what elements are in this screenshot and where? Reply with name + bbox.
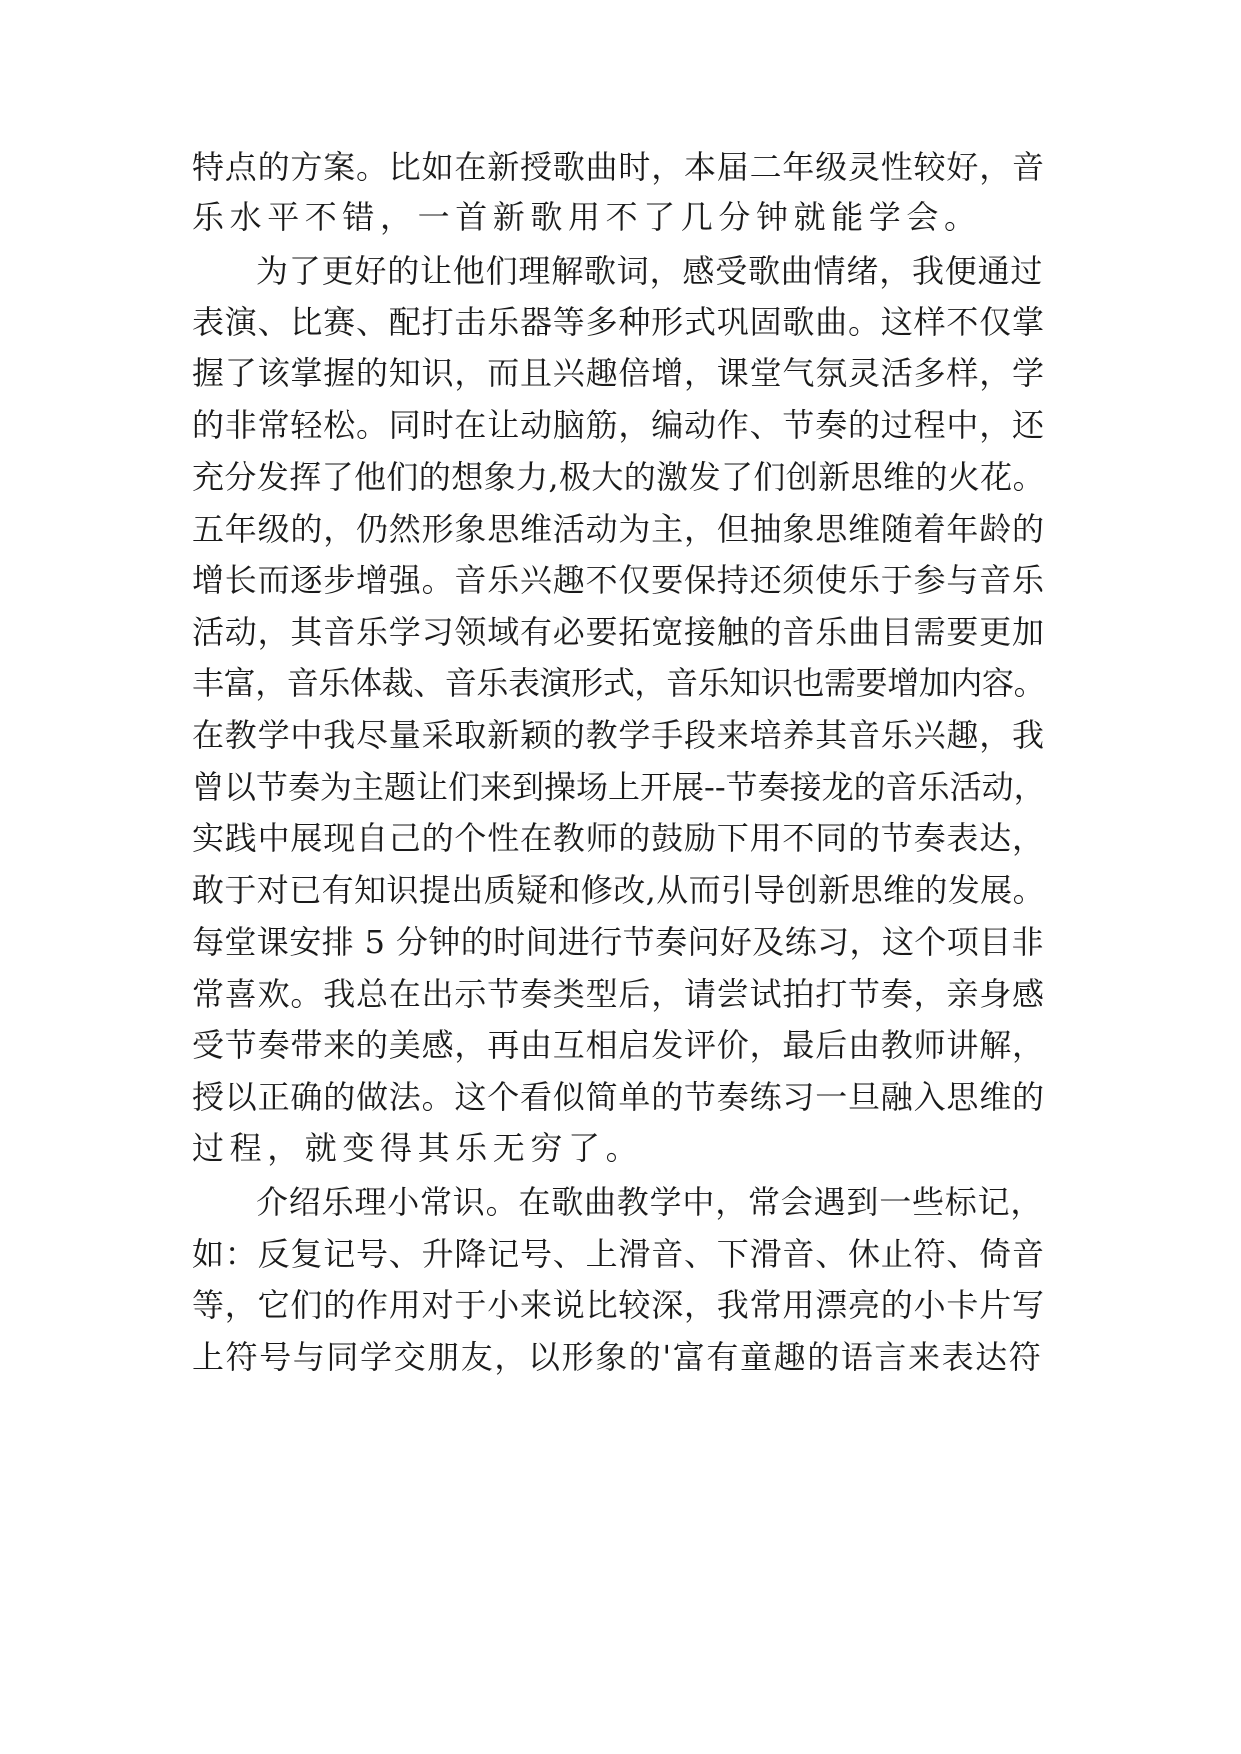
text-line: 敢于对已有知识提出质疑和修改,从而引导创新思维的发展。: [192, 871, 1045, 909]
text-line: 活动，其音乐学习领域有必要拓宽接触的音乐曲目需要更加: [192, 613, 1045, 651]
text-line: 授以正确的做法。这个看似简单的节奏练习一旦融入思维的: [192, 1078, 1045, 1116]
paragraph-first-line: 为了更好的让他们理解歌词，感受歌曲情绪，我便通过: [256, 252, 1044, 290]
text-line: 丰富，音乐体裁、音乐表演形式，音乐知识也需要增加内容。: [192, 664, 1046, 702]
text-line: 增长而逐步增强。音乐兴趣不仅要保持还须使乐于参与音乐: [192, 561, 1045, 599]
text-line: 曾以节奏为主题让们来到操场上开展--节奏接龙的音乐活动，: [192, 768, 1046, 806]
text-line: 如：反复记号、升降记号、上滑音、下滑音、休止符、倚音: [192, 1235, 1045, 1273]
text-line: 受节奏带来的美感，再由互相启发评价，最后由教师讲解，: [192, 1026, 1045, 1064]
text-line: 过程，就变得其乐无穷了。: [192, 1129, 644, 1167]
text-line: 握了该掌握的知识，而且兴趣倍增，课堂气氛灵活多样，学: [192, 354, 1045, 392]
text-line: 五年级的，仍然形象思维活动为主，但抽象思维随着年龄的: [192, 510, 1045, 548]
text-line: 实践中展现自己的个性在教师的鼓励下用不同的节奏表达，: [192, 819, 1045, 857]
text-line: 特点的方案。比如在新授歌曲时，本届二年级灵性较好，音: [192, 148, 1045, 186]
text-line: 上符号与同学交朋友，以形象的'富有童趣的语言来表达符: [192, 1338, 1043, 1376]
text-line: 等，它们的作用对于小来说比较深，我常用漂亮的小卡片写: [192, 1286, 1045, 1324]
text-line: 每堂课安排 5 分钟的时间进行节奏问好及练习，这个项目非: [192, 923, 1044, 961]
text-line: 常喜欢。我总在出示节奏类型后，请尝试拍打节奏，亲身感: [192, 975, 1045, 1013]
text-line: 表演、比赛、配打击乐器等多种形式巩固歌曲。这样不仅掌: [192, 303, 1045, 341]
text-line: 在教学中我尽量采取新颖的教学手段来培养其音乐兴趣，我: [192, 716, 1045, 754]
text-line: 乐水平不错，一首新歌用不了几分钟就能学会。: [192, 198, 982, 236]
paragraph-first-line: 介绍乐理小常识。在歌曲教学中，常会遇到一些标记，: [256, 1183, 1044, 1221]
text-line: 的非常轻松。同时在让动脑筋，编动作、节奏的过程中，还: [192, 406, 1045, 444]
text-line: 充分发挥了他们的想象力,极大的激发了们创新思维的火花。: [192, 458, 1045, 496]
